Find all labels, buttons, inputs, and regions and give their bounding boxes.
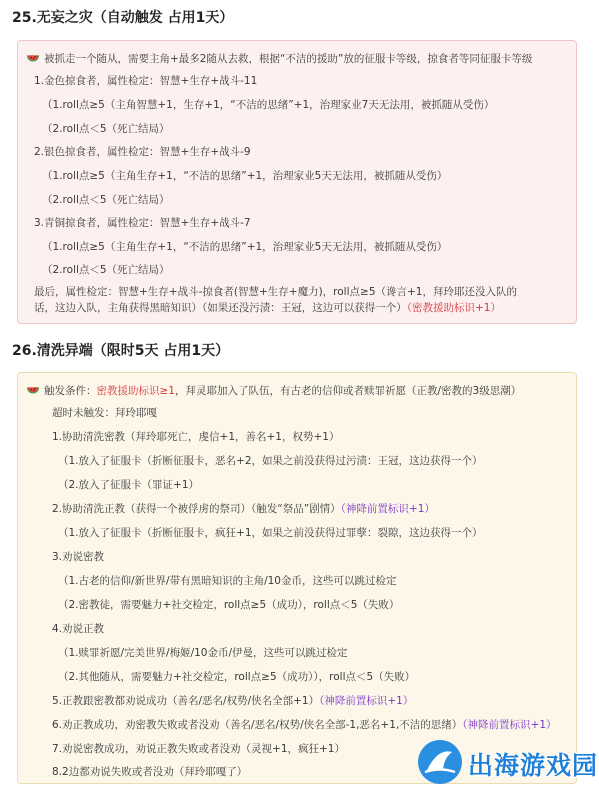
s26-trigger-line	[26, 383, 521, 398]
section-26-box	[17, 372, 577, 784]
s25-line-4: 2.银色掠食者，属性检定：智慧+生存+战斗-9	[34, 146, 251, 158]
section-25-box	[17, 40, 577, 324]
s26-line-5: （1.放入了征服卡（折断征服卡，疯狂+1，如果之前没获得过罪孽：裂隙，这边获得一个）	[58, 527, 483, 539]
section-26-title: 26.清洗异端（限时5天 占用1天）	[12, 343, 230, 359]
logo-emblem	[418, 740, 462, 784]
s26-trigger-rest: ，拜灵耶加入了队伍，有古老的信仰或者赎罪祈愿（正教/密教的3级思潮）	[174, 385, 522, 397]
s26-line-15: 8.2边都劝说失败或者没劝（拜玲耶嘎了）	[52, 766, 248, 778]
section-25-title: 25.无妄之灾（自动触发 占用1天）	[12, 10, 234, 26]
s26-line-10: （1.赎罪祈愿/完美世界/梅姬/10金币/伊曼，这些可以跳过检定	[58, 647, 348, 659]
s25-line-1: 1.金色掠食者，属性检定：智慧+生存+战斗-11	[34, 75, 258, 87]
s25-line-5: （1.roll点≥5（主角生存+1，“不洁的思绪”+1，治理家业5天无法用，被抓随从受伤）	[42, 170, 448, 182]
s26-line-2: （1.放入了征服卡（折断征服卡，恶名+2，如果之前没获得过污渍：王冠，这边获得一个）	[58, 455, 483, 467]
watermelon-icon	[26, 51, 40, 65]
s25-red-tag: （密教援助标识+1）	[406, 302, 501, 314]
s25-line-2: （1.roll点≥5（主角智慧+1，生存+1，“不洁的思绪”+1，治理家业7天无法用，被抓随从受伤）	[42, 99, 495, 111]
s26-line-13	[52, 718, 557, 732]
s25-line-3: （2.roll点＜5（死亡结局）	[42, 123, 170, 135]
s26-line-4	[52, 502, 435, 516]
s26-line-9: 4.劝说正教	[52, 623, 105, 635]
s26-line-0: 超时未触发：拜玲耶嘎	[52, 407, 157, 419]
watermelon-icon	[26, 383, 40, 397]
s26-purple-tag-3: （神降前置标识+1）	[462, 719, 557, 731]
s26-line-7: （1.古老的信仰/新世界/带有黑暗知识的主角/10金币，这些可以跳过检定	[58, 575, 397, 587]
s26-line-14: 7.劝说密教成功，劝说正教失败或者没劝（灵视+1，疯狂+1）	[52, 743, 345, 755]
s25-line-10: 最后，属性检定：智慧+生存+战斗-掠食者(智慧+生存+魔力)，roll点≥5（谗言+1，拜玲耶还没入队的	[34, 286, 517, 298]
s25-line-0-text: 被抓走一个随从，需要主角+最多2随从去救，根据“不洁的援助”放的征服卡等级，掠食者等同征服卡等级	[44, 53, 533, 65]
s26-purple-tag-1: （神降前置标识+1）	[340, 503, 435, 515]
s26-line-4-text: 2.协助清洗正教（获得一个被俘虏的祭司）（触发“祭品”剧情）	[52, 503, 341, 515]
logo-text: 出海游戏园	[468, 751, 599, 780]
s25-line-6: （2.roll点＜5（死亡结局）	[42, 194, 170, 206]
s26-line-11: （2.其他随从，需要魅力+社交检定，roll点≥5（成功）），roll点＜5（失败）	[58, 671, 416, 683]
s26-line-13-text: 6.劝正教成功，劝密教失败或者没劝（善名/恶名/权势/侠名全部-1,恶名+1,不洁的思绪）	[52, 719, 463, 731]
s26-purple-tag-2: （神降前置标识+1）	[319, 695, 414, 707]
s25-line-8: （1.roll点≥5（主角生存+1，“不洁的思绪”+1，治理家业5天无法用，被抓随从受伤）	[42, 241, 448, 253]
s26-trigger-red: 密教援助标识≥1	[96, 385, 175, 397]
shark-fin-icon	[418, 740, 462, 784]
s26-line-8: （2.密教徒，需要魅力+社交检定，roll点≥5（成功），roll点＜5（失败）	[58, 599, 400, 611]
s26-line-6: 3.劝说密教	[52, 551, 105, 563]
s25-line-11-text: 话，这边入队，主角获得黑暗知识）（如果还没污渍：王冠，这边可以获得一个）	[34, 302, 407, 314]
s26-trigger-prefix: 触发条件：	[44, 385, 97, 397]
watermark-logo	[418, 740, 599, 784]
s25-line-11	[34, 301, 501, 315]
s25-line-0	[26, 51, 532, 66]
s25-line-9: （2.roll点＜5（死亡结局）	[42, 264, 170, 276]
s26-line-3: （2.放入了征服卡（罪证+1）	[58, 479, 199, 491]
s25-line-7: 3.青铜掠食者，属性检定：智慧+生存+战斗-7	[34, 217, 251, 229]
s26-line-12-text: 5.正教跟密教都劝说成功（善名/恶名/权势/侠名全部+1）	[52, 695, 320, 707]
s26-line-12	[52, 694, 413, 708]
s26-line-1: 1.协助清洗密教（拜玲耶死亡，虔信+1，善名+1，权势+1）	[52, 431, 340, 443]
